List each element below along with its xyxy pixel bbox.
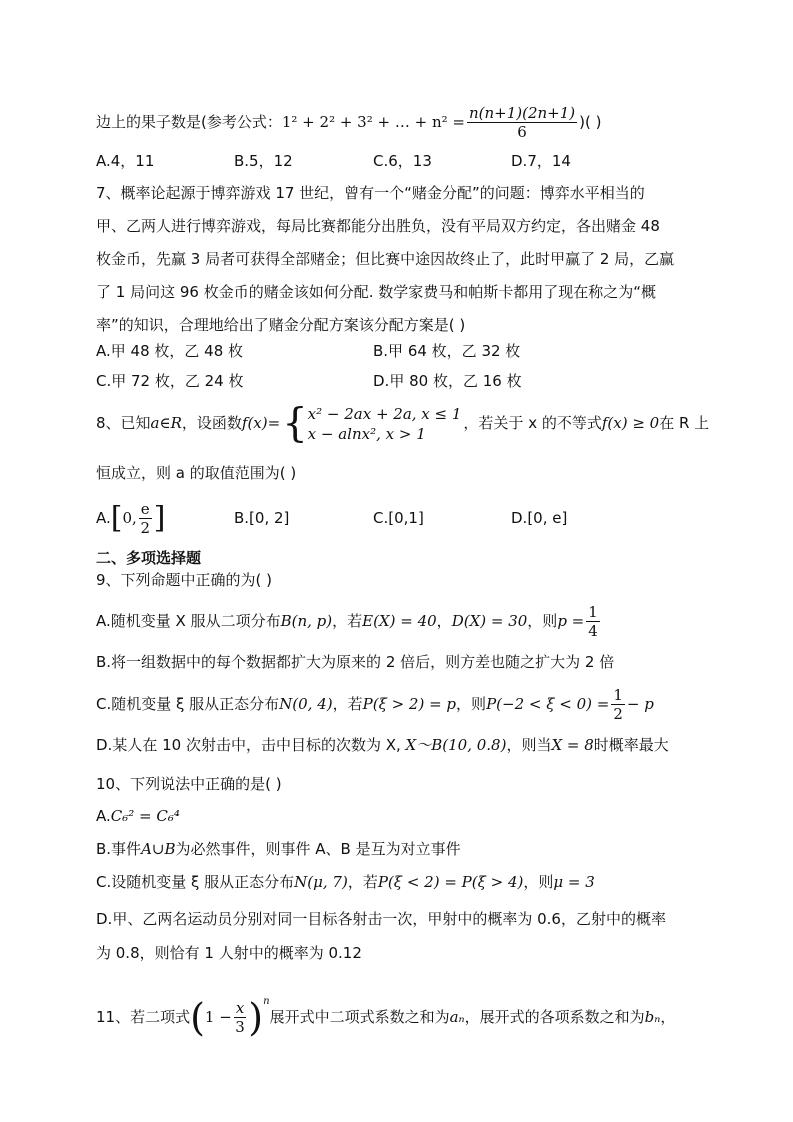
q8-fx: f(x)= <box>241 414 281 432</box>
q8-after: ，若关于 x 的不等式 <box>463 414 602 432</box>
q9-option-a <box>96 602 602 640</box>
q10-c-p: P(ξ < 2) = P(ξ > 4) <box>377 873 524 891</box>
q8-case-2: x − alnx², x > 1 <box>307 424 426 443</box>
q11-an: aₙ <box>449 1008 465 1026</box>
q8-option-a-den: 2 <box>140 519 151 537</box>
q10-c-then: ，则 <box>523 873 554 891</box>
q8-cond: a∈R <box>150 414 182 432</box>
q8-option-a: A.[0, $\frac{e}{2}$ ] <box>96 500 166 537</box>
q11-line: 11、若二项式(1 − $\frac{x}{3}$ )$^n$展开式中二项式系数之和为aₙ，展开式的各项系数之和为bₙ， <box>96 995 676 1040</box>
q11-frac <box>234 999 246 1036</box>
q8-option-a-num: e <box>140 500 150 518</box>
q9-d-end: 时概率最大 <box>593 736 669 754</box>
q10-option-d-line-1: D.甲、乙两名运动员分别对同一目标各射击一次，甲射中的概率为 0.6，乙射中的概率 <box>96 910 666 928</box>
q9-c-mid: ，若 <box>332 695 363 713</box>
q9-a-num: 1 <box>588 603 598 621</box>
section-title: 二、多项选择题 <box>96 549 202 567</box>
q9-d-x: X～B(10, 0.8) <box>405 736 507 754</box>
q6-tail: )( ) <box>579 113 602 131</box>
q9-c-then: ，则 <box>456 695 487 713</box>
q10-option-d-line-2: 为 0.8，则恰有 1 人射中的概率为 0.12 <box>96 944 362 962</box>
q11-bn: bₙ <box>644 1008 661 1026</box>
q6-option-c: C.6，13 <box>373 152 432 170</box>
q8-case-1: x² − 2ax + 2a, x ≤ 1 <box>307 404 462 423</box>
q9-c-num: 1 <box>613 686 623 704</box>
q8-option-a-left: 0, <box>122 509 137 527</box>
q7-line-5: 率”的知识，合理地给出了赌金分配方案该分配方案是( ) <box>96 316 466 334</box>
q10-title: 10、下列说法中正确的是( ) <box>96 775 282 793</box>
q11-mid: 展开式中二项式系数之和为 <box>269 1008 450 1026</box>
q9-option-b: B.将一组数据中的每个数据都扩大为原来的 2 倍后，则方差也随之扩大为 2 倍 <box>96 653 615 671</box>
q9-c-pre: C.随机变量 ξ 服从正态分布 <box>96 695 280 713</box>
q8-line-2: 恒成立，则 a 的取值范围为( ) <box>96 464 297 482</box>
q11-x-den: 3 <box>235 1018 245 1036</box>
q10-c-mid: ，若 <box>347 873 378 891</box>
q9-a-bnp: B(n, p) <box>280 612 333 630</box>
q9-a-den: 4 <box>588 622 598 640</box>
q11-pre: 11、若二项式 <box>96 1008 191 1026</box>
q8-end: 在 R 上 <box>659 414 710 432</box>
q9-a-ex: E(X) = 40 <box>362 612 437 630</box>
q7-line-4: 了 1 局问这 96 枚金币的赌金该如何分配. 数学家费马和帕斯卡都用了现在称之为“概 <box>96 283 657 301</box>
q10-b-pre: B.事件 <box>96 840 142 858</box>
q9-c-p2: P(−2 < ξ < 0) = <box>486 695 610 713</box>
q10-b-math: A∪B <box>141 840 176 858</box>
q10-a-pre: A. <box>96 807 111 825</box>
q7-option-d: D.甲 80 枚，乙 16 枚 <box>373 372 522 390</box>
q9-a-pre: A.随机变量 X 服从二项分布 <box>96 612 281 630</box>
q8-piecewise: { x² − 2ax + 2a, x ≤ 1 x − alnx², x > 1 <box>282 400 462 447</box>
q8-option-d: D.[0, e] <box>511 509 568 527</box>
q11-mid2: ，展开式的各项系数之和为 <box>464 1008 645 1026</box>
q7-option-b: B.甲 64 枚，乙 32 枚 <box>373 342 521 360</box>
q10-a-math: C₆² = C₆⁴ <box>110 807 180 825</box>
q7-line-2: 甲、乙两人进行博弈游戏，每局比赛都能分出胜负，没有平局双方约定，各出赌金 48 <box>96 217 660 235</box>
q9-c-p1: P(ξ > 2) = p <box>362 695 457 713</box>
q10-c-pre: C.设随机变量 ξ 服从正态分布 <box>96 873 295 891</box>
q11-x-num: x <box>235 999 245 1017</box>
q10-option-b <box>96 838 461 860</box>
q9-option-d <box>96 734 669 756</box>
q8-mid: ，设函数 <box>181 414 242 432</box>
q10-option-a <box>96 805 180 827</box>
q9-option-c <box>96 685 654 723</box>
q11-exp: n <box>263 996 270 1007</box>
q9-c-n: N(0, 4) <box>279 695 333 713</box>
q9-c-tail: − p <box>626 695 654 713</box>
q10-b-post: 为必然事件，则事件 A、B 是互为对立事件 <box>175 840 461 858</box>
q6-option-b: B.5，12 <box>234 152 293 170</box>
q11-binom-left: 1 − <box>204 1008 232 1026</box>
q8-option-b: B.[0, 2] <box>234 509 290 527</box>
q9-a-sep: ， <box>436 612 452 630</box>
q11-end: ， <box>660 1008 676 1026</box>
q8-line-1 <box>96 400 710 447</box>
q7-line-3: 枚金币，先赢 3 局者可获得全部赌金；但比赛中途因故终止了，此时甲赢了 2 局，乙赢 <box>96 250 675 268</box>
q6-line <box>96 104 601 141</box>
q8-option-a-prefix: A. <box>96 509 111 527</box>
q9-d-x8: X = 8 <box>551 736 594 754</box>
q9-a-dx: D(X) = 30 <box>451 612 528 630</box>
q9-a-mid: ，若 <box>332 612 363 630</box>
q10-c-mu: μ = 3 <box>553 873 595 891</box>
q9-a-then: ，则 <box>527 612 558 630</box>
q9-a-frac <box>586 603 600 640</box>
q6-formula: 1² + 2² + 3² + … + n² = <box>281 113 465 131</box>
q7-line-1: 7、概率论起源于博弈游戏 17 世纪，曾有一个“赌金分配”的问题：博弈水平相当的 <box>96 184 645 202</box>
q9-d-pre: D.某人在 10 次射击中，击中目标的次数为 X, <box>96 736 401 754</box>
q10-c-n: N(μ, 7) <box>294 873 348 891</box>
q9-a-p: p = <box>557 612 585 630</box>
q6-frac-num: n(n+1)(2n+1) <box>468 104 576 122</box>
q10-option-c <box>96 871 595 893</box>
q6-frac-den: 6 <box>517 123 527 141</box>
q6-option-a: A.4，11 <box>96 152 155 170</box>
q6-text: 边上的果子数是(参考公式： <box>96 113 282 131</box>
q8-option-a-frac <box>139 500 152 537</box>
q6-fraction <box>467 104 577 141</box>
q9-c-frac <box>611 686 625 723</box>
q8-inequality: f(x) ≥ 0 <box>601 414 660 432</box>
q6-option-d: D.7，14 <box>511 152 571 170</box>
q9-title: 9、下列命题中正确的为( ) <box>96 571 273 589</box>
q8-prefix: 8、已知 <box>96 414 151 432</box>
q7-option-a: A.甲 48 枚，乙 48 枚 <box>96 342 244 360</box>
q9-d-mid: ，则当 <box>506 736 552 754</box>
q7-option-c: C.甲 72 枚，乙 24 枚 <box>96 372 244 390</box>
q9-c-den: 2 <box>613 705 623 723</box>
q8-option-c: C.[0,1] <box>373 509 424 527</box>
